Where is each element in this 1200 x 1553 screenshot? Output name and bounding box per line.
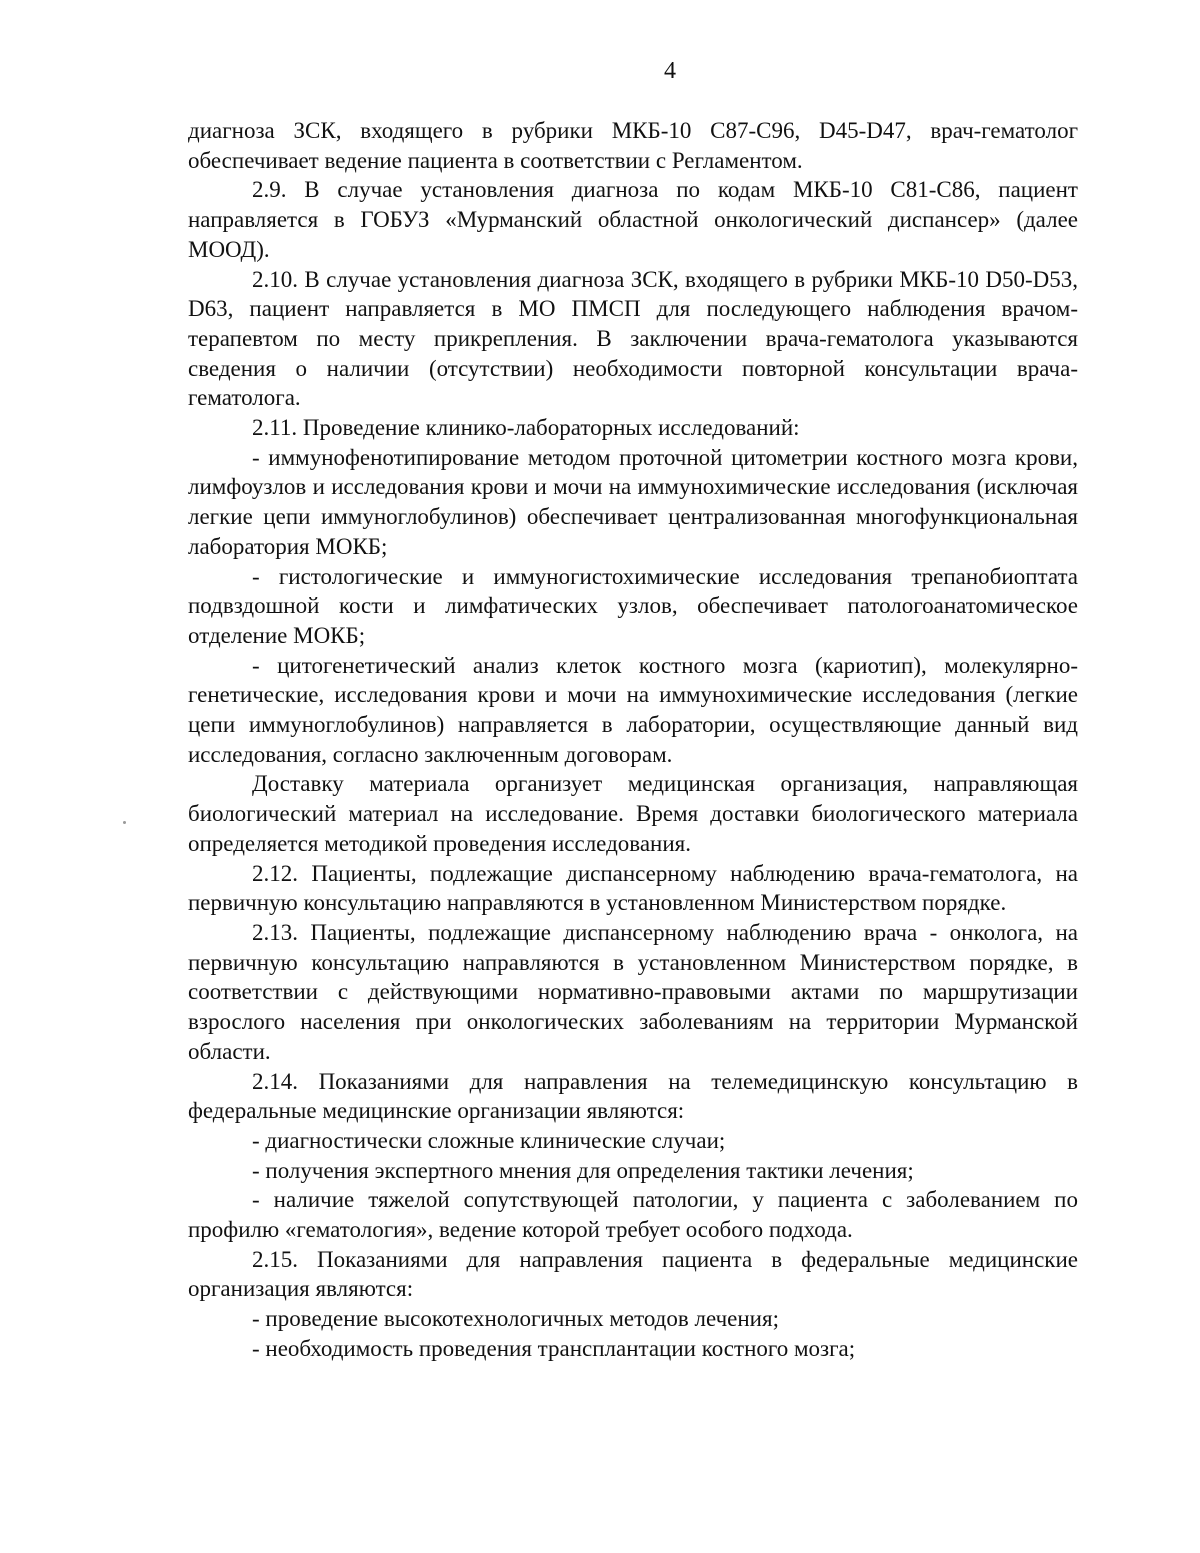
list-item-complex-cases: - диагностически сложные клинические случаи; xyxy=(252,1127,726,1153)
paragraph-2-13: 2.13. Пациенты, подлежащие диспансерному наблюдению врача - онколога, на первичную консультацию направляются в установленном Министерством порядке, в соответствии с действующими нормативно-правовыми актами по маршрутизации взрослого населения при онкологических заболеваниям на территории Мурманской области. xyxy=(188,919,1078,1064)
list-item-comorbidity: - наличие тяжелой сопутствующей патологии, у пациента с заболеванием по профилю «гематология», ведение которой требует особого подхода. xyxy=(188,1187,1078,1243)
list-item-immunophenotyping: - иммунофенотипирование методом проточной цитометрии костного мозга крови, лимфоузлов и исследования крови и мочи на иммунохимические исследования (исключая легкие цепи иммуноглобулинов) обеспечивает централизованная многофункциональная лаборатория МОКБ; xyxy=(188,444,1078,559)
paragraph-continuation: диагноза ЗСК, входящего в рубрики МКБ-10 С87-С96, D45-D47, врач-гематолог обеспечивает ведение пациента в соответствии с Регламентом. xyxy=(188,118,1078,173)
paragraph-2-12: 2.12. Пациенты, подлежащие диспансерному наблюдению врача-гематолога, на первичную консультацию направляются в установленном Министерством порядке. xyxy=(188,860,1078,916)
paragraph-2-9: 2.9. В случае установления диагноза по кодам МКБ-10 С81-С86, пациент направляется в ГОБУЗ «Мурманский областной онкологический диспансер» (далее МООД). xyxy=(188,177,1078,262)
paragraph-2-10: 2.10. В случае установления диагноза ЗСК, входящего в рубрики МКБ-10 D50-D53, D63, пациент направляется в МО ПМСП для последующего наблюдения врачом-терапевтом по месту прикрепления. В заключении врача-гематолога указываются сведения о наличии (отсутствии) необходимости повторной консультации врача-гематолога. xyxy=(188,266,1078,411)
paragraph-delivery: Доставку материала организует медицинская организация, направляющая биологический материал на исследование. Время доставки биологического материала определяется методикой проведения исследования. xyxy=(188,771,1078,856)
list-item-bone-marrow-transplant: - необходимость проведения трансплантации костного мозга; xyxy=(252,1335,856,1361)
list-item-histology: - гистологические и иммуногистохимические исследования трепанобиоптата подвздошной кости и лимфатических узлов, обеспечивает патологоанатомическое отделение МОКБ; xyxy=(188,563,1078,648)
scan-speck xyxy=(123,821,126,824)
list-item-expert-opinion: - получения экспертного мнения для определения тактики лечения; xyxy=(252,1157,914,1183)
page-number: 4 xyxy=(664,58,676,84)
paragraph-2-11: 2.11. Проведение клинико-лабораторных исследований: xyxy=(252,415,800,441)
document-body xyxy=(188,116,1078,1364)
paragraph-2-15: 2.15. Показаниями для направления пациента в федеральные медицинские организация являются: xyxy=(188,1246,1078,1302)
list-item-high-tech-treatment: - проведение высокотехнологичных методов лечения; xyxy=(252,1306,779,1332)
list-item-cytogenetics: - цитогенетический анализ клеток костного мозга (кариотип), молекулярно-генетические, исследования крови и мочи на иммунохимические исследования (легкие цепи иммуноглобулинов) направляется в лаборатории, осуществляющие данный вид исследования, согласно заключенным договорам. xyxy=(188,652,1078,767)
paragraph-2-14: 2.14. Показаниями для направления на телемедицинскую консультацию в федеральные медицинские организации являются: xyxy=(188,1068,1078,1124)
